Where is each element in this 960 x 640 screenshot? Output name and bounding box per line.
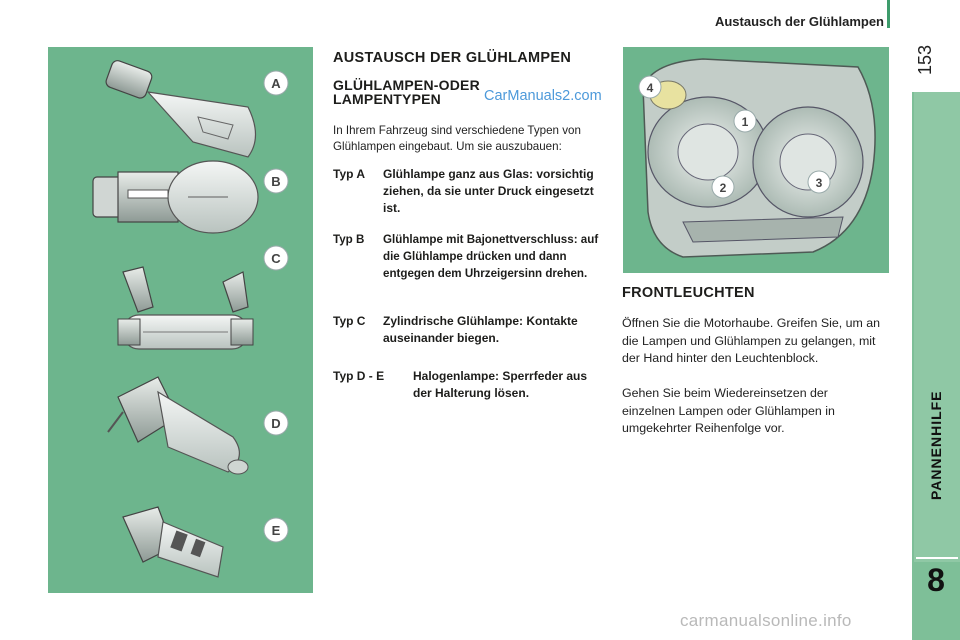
type-description: Halogenlampe: Sperrfeder aus der Halterung lösen. [413, 369, 588, 400]
headlamp-label-3-text: 3 [815, 176, 823, 190]
type-label: Typ C [333, 314, 366, 328]
bulb-types-illustration [48, 47, 313, 593]
section-subtitle-line1: GLÜHLAMPEN-ODER [333, 77, 480, 93]
headlamp-svg [623, 47, 889, 273]
intro-text: In Ihrem Fahrzeug sind verschiedene Typen von Glühlampen eingebaut. Um sie auszubauen: [333, 124, 581, 153]
headlamp-label-2 [712, 176, 734, 198]
running-header: Austausch der Glühlampen [714, 14, 884, 29]
bulb-label-b-text: B [271, 174, 281, 189]
watermark-bottom: carmanualsonline.info [680, 611, 852, 630]
headlamp-label-4 [639, 76, 661, 98]
bulb-label-b [264, 169, 288, 193]
watermark-top: CarManuals2.com [484, 88, 602, 104]
bulb-e-icon [123, 507, 223, 577]
type-row-b [333, 231, 618, 301]
type-label: Typ D - E [333, 369, 385, 383]
headlamp-label-1-text: 1 [741, 115, 749, 129]
type-description: Zylindrische Glühlampe: Kontakte auseinander biegen. [383, 314, 578, 345]
type-description: Glühlampe ganz aus Glas: vorsichtig ziehen, da sie unter Druck eingesetzt ist. [383, 167, 594, 215]
type-row-c [333, 313, 618, 349]
chapter-divider [916, 557, 958, 559]
front-lights-paragraph-2: Gehen Sie beim Wiedereinsetzen der einzelnen Lampen oder Glühlampen in umgekehrter Reihenfolge vor. [622, 386, 835, 435]
front-lights-title: FRONTLEUCHTEN [622, 285, 755, 301]
headlamp-label-3 [808, 171, 830, 193]
bulb-label-e-text: E [271, 523, 281, 538]
headlamp-label-1 [734, 110, 756, 132]
header-rule [887, 0, 890, 28]
bulb-label-c [264, 246, 288, 270]
chapter-title: PANNENHILFE [928, 390, 944, 500]
headlamp-label-4-text: 4 [646, 81, 654, 95]
bulb-label-d-text: D [271, 416, 281, 431]
type-row-a [333, 166, 618, 218]
headlamp-illustration [623, 47, 889, 273]
bulb-d-icon [108, 377, 248, 474]
bulb-c-icon [118, 267, 253, 349]
chapter-number: 8 [927, 562, 945, 598]
bulb-label-d [264, 411, 288, 435]
bulb-b-icon [93, 161, 258, 233]
front-lights-paragraph-1: Öffnen Sie die Motorhaube. Greifen Sie, um an die Lampen und Glühlampen zu gelangen, mit der Hand hinter den Leuchtenblock. [622, 316, 881, 365]
headlamp-label-2-text: 2 [719, 181, 727, 195]
bulb-label-a [264, 71, 288, 95]
page-number: 153 [915, 44, 935, 76]
type-label: Typ B [333, 233, 365, 246]
page-title: AUSTAUSCH DER GLÜHLAMPEN [333, 50, 572, 66]
section-subtitle-line2: LAMPENTYPEN [333, 91, 441, 107]
bulb-label-a-text: A [271, 76, 281, 91]
type-label: Typ A [333, 167, 365, 181]
bulb-a-icon [104, 59, 255, 157]
bulb-types-svg [48, 47, 313, 593]
bulb-label-e [264, 518, 288, 542]
type-description: Glühlampe mit Bajonettverschluss: auf die Glühlampe drücken und dann entgegen dem Uhrzeigersinn drehen. [383, 233, 599, 280]
type-row-d-e [333, 368, 618, 404]
bulb-label-c-text: C [271, 251, 281, 266]
